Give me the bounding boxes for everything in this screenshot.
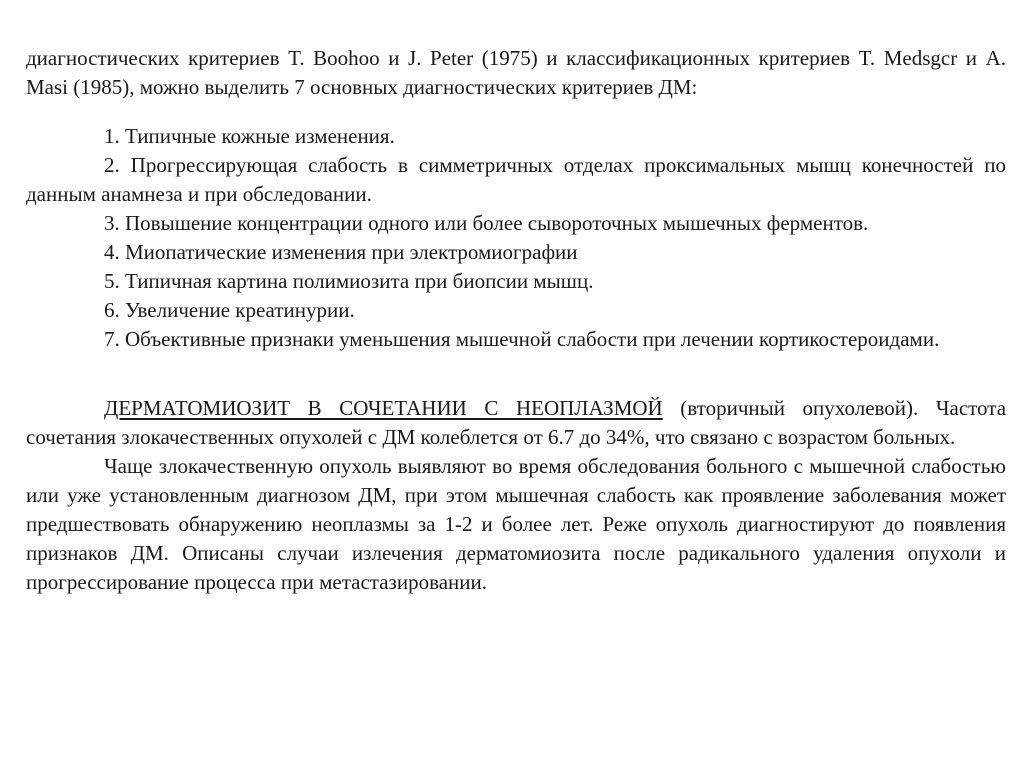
criteria-list [26, 122, 1006, 354]
criterion-item: 4. Миопатические изменения при электромиографии [104, 240, 578, 264]
criterion-item: 2. Прогрессирующая слабость в симметричных отделах проксимальных мышц конечностей по данным анамнеза и при обследовании. [26, 153, 1006, 206]
intro-paragraph: диагностических критериев T. Boohoo и J. Peter (1975) и классификационных критериев T. Medsgcr и A. Masi (1985), можно выделить 7 основных диагностических критериев ДМ: [26, 46, 1006, 99]
section-heading: ДЕРМАТОМИОЗИТ В СОЧЕТАНИИ С НЕОПЛАЗМОЙ [104, 396, 663, 420]
criterion-item: 1. Типичные кожные изменения. [104, 124, 395, 148]
criterion-item: 5. Типичная картина полимиозита при биопсии мышц. [104, 269, 594, 293]
section-heading-tail: (вторичный опухолевой). Частота сочетания злокачественных опухолей с ДМ колеблется от 6.7 до 34%, что связано с возрастом больных. [26, 396, 1007, 449]
criterion-item: 3. Повышение концентрации одного или более сывороточных мышечных ферментов. [104, 211, 869, 235]
neoplasm-section [26, 394, 1006, 597]
section-intro-paragraph [26, 394, 1006, 452]
section-body-paragraph: Чаще злокачественную опухоль выявляют во время обследования больного с мышечной слабостью или уже установленным диагнозом ДМ, при этом мышечная слабость как проявление заболевания может предшествовать обнаружению неоплазмы за 1-2 и более лет. Реже опухоль диагностируют до появления признаков ДМ. Описаны случаи излечения дерматомиозита после радикального удаления опухоли и прогрессирование процесса при метастазировании. [26, 454, 1006, 594]
criterion-item: 6. Увеличение креатинурии. [104, 298, 355, 322]
criterion-item: 7. Объективные признаки уменьшения мышечной слабости при лечении кортикостероидами. [104, 327, 940, 351]
